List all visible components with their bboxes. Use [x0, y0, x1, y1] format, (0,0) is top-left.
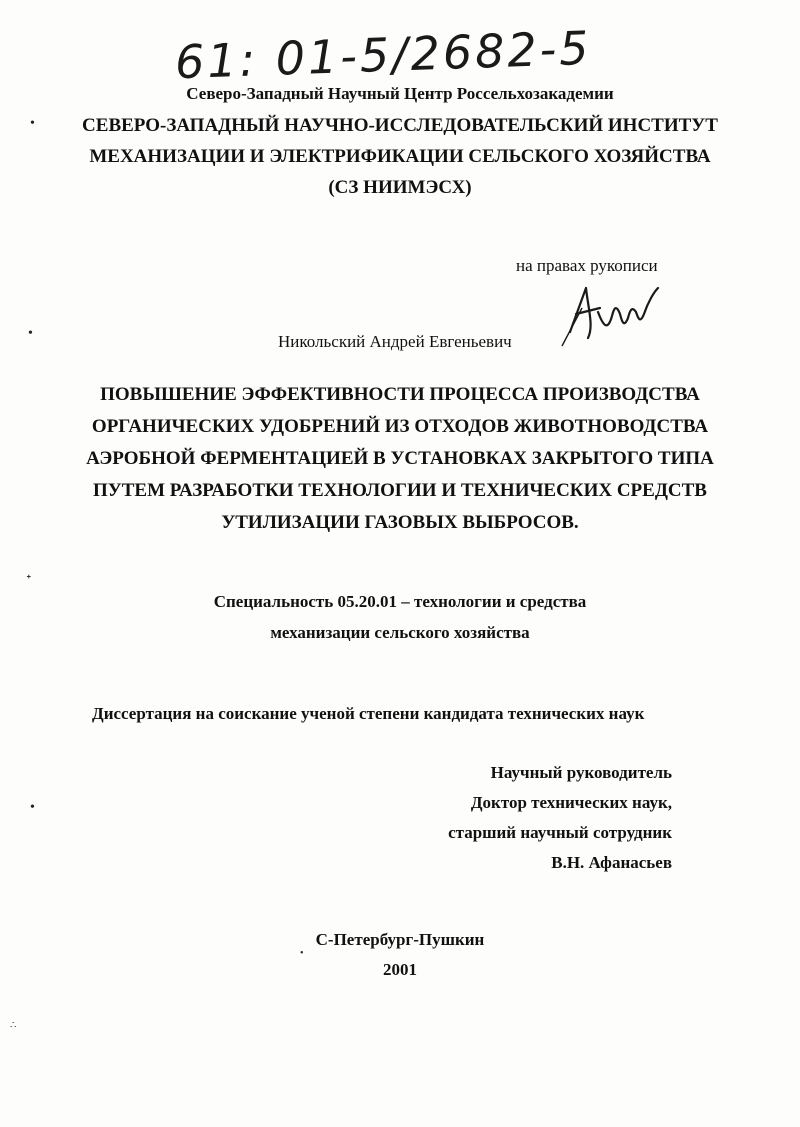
manuscript-note: на правах рукописи [516, 256, 658, 275]
scan-speck: • [300, 948, 304, 959]
city: С-Петербург-Пушкин [315, 930, 485, 949]
scan-speck: • [28, 326, 33, 341]
title-line-5: УТИЛИЗАЦИИ ГАЗОВЫХ ВЫБРОСОВ. [221, 512, 579, 533]
scan-speck: ∴ [10, 1020, 17, 1031]
organization-parent: Северо-Западный Научный Центр Россельхозакадемии [186, 84, 614, 103]
supervisor-role: Научный руководитель [490, 763, 672, 782]
supervisor-degree: Доктор технических наук, [470, 793, 672, 812]
supervisor-name: В.Н. Афанасьев [551, 853, 672, 872]
institute-abbreviation: (СЗ НИИМЭСХ) [328, 177, 472, 198]
signature-mark [558, 268, 668, 348]
dissertation-statement: Диссертация на соискание ученой степени кандидата технических наук [92, 704, 645, 723]
title-line-2: ОРГАНИЧЕСКИХ УДОБРЕНИЙ ИЗ ОТХОДОВ ЖИВОТНОВОДСТВА [91, 416, 709, 437]
supervisor-block [448, 758, 672, 878]
specialty-line-1: Специальность 05.20.01 – технологии и средства [213, 592, 587, 611]
scan-speck: • [30, 116, 35, 131]
institute-line-2: МЕХАНИЗАЦИИ И ЭЛЕКТРИФИКАЦИИ СЕЛЬСКОГО ХОЗЯЙСТВА [89, 146, 711, 167]
supervisor-position: старший научный сотрудник [448, 823, 672, 842]
scan-speck: • [30, 800, 35, 815]
title-line-3: АЭРОБНОЙ ФЕРМЕНТАЦИЕЙ В УСТАНОВКАХ ЗАКРЫТОГО ТИПА [86, 448, 714, 469]
handwritten-archive-code: 61: 01-5/2682-5 [174, 20, 593, 90]
author-name: Никольский Андрей Евгеньевич [278, 332, 512, 351]
title-line-4: ПУТЕМ РАЗРАБОТКИ ТЕХНОЛОГИИ И ТЕХНИЧЕСКИХ СРЕДСТВ [93, 480, 707, 501]
title-line-1: ПОВЫШЕНИЕ ЭФФЕКТИВНОСТИ ПРОЦЕССА ПРОИЗВОДСТВА [100, 384, 700, 405]
institute-line-1: СЕВЕРО-ЗАПАДНЫЙ НАУЧНО-ИССЛЕДОВАТЕЛЬСКИЙ ИНСТИТУТ [82, 115, 718, 136]
specialty-line-2: механизации сельского хозяйства [270, 623, 530, 642]
year: 2001 [383, 960, 417, 979]
scan-speck: ᐩ [26, 573, 32, 588]
